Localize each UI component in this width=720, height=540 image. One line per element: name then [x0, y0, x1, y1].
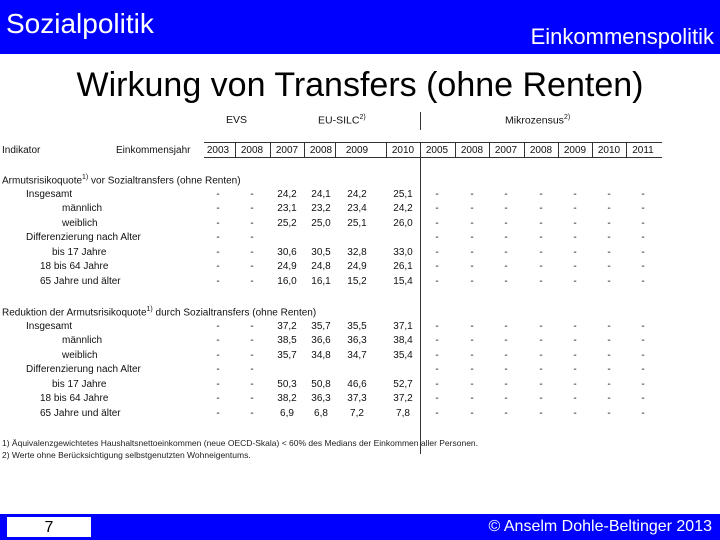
table-cell: - [607, 261, 611, 272]
table-cell: - [216, 246, 220, 258]
table-cell: 37,2 [277, 320, 297, 332]
row-label: bis 17 Jahre [52, 378, 107, 390]
table-cell: 35,7 [311, 320, 331, 332]
table-cell: - [435, 203, 439, 214]
header-line-bottom [204, 157, 662, 158]
row-label: 18 bis 64 Jahre [40, 393, 109, 404]
footnote-1: 1) Äquivalenzgewichtetes Haushaltsnettoeinkommen (neue OECD-Skala) < 60% des Medians der Einkommen aller Personen. [2, 438, 479, 448]
row-label: 18 bis 64 Jahre [40, 261, 109, 272]
table-cell: - [573, 232, 577, 243]
table-cell: - [216, 217, 220, 229]
table-cell: - [573, 261, 577, 272]
year-header: 2008 [460, 145, 484, 156]
table-cell: - [250, 364, 254, 375]
table-cell: - [539, 378, 543, 390]
row-label: männlich [62, 203, 103, 214]
year-header: 2005 [425, 145, 449, 156]
table-cell: - [641, 407, 645, 419]
year-header: 2008 [240, 145, 264, 156]
table-cell: - [573, 188, 577, 200]
table-cell: 25,2 [277, 217, 297, 229]
table-cell: - [573, 217, 577, 229]
table-cell: - [470, 349, 474, 361]
year-separator [270, 142, 271, 157]
year-separator [524, 142, 525, 157]
row-label: männlich [62, 335, 103, 346]
table-cell: - [470, 335, 474, 346]
row-label: Differenzierung nach Alter [26, 232, 141, 243]
table-cell: - [435, 188, 439, 200]
table-cell: - [573, 246, 577, 258]
table-cell: - [435, 217, 439, 229]
table-row [0, 218, 720, 232]
table-row [0, 189, 720, 203]
table-cell: 25,1 [347, 217, 367, 229]
header-bar [0, 0, 720, 54]
year-header: 2007 [275, 145, 299, 156]
table-cell: - [539, 275, 543, 287]
table-cell: - [641, 261, 645, 272]
year-separator [455, 142, 456, 157]
table-cell: - [539, 393, 543, 404]
table-cell: - [250, 217, 254, 229]
table-cell: - [435, 378, 439, 390]
table-cell: - [435, 407, 439, 419]
copyright: © Anselm Dohle-Beltinger 2013 [488, 518, 712, 535]
table-cell: - [216, 232, 220, 243]
row-label: bis 17 Jahre [52, 246, 107, 258]
table-cell: - [641, 378, 645, 390]
footnotes [2, 437, 478, 461]
table-cell: - [607, 407, 611, 419]
table-cell: - [539, 261, 543, 272]
table-row [0, 203, 720, 217]
table-cell: - [435, 393, 439, 404]
table-cell: 23,4 [347, 203, 367, 214]
table-cell: - [216, 320, 220, 332]
table-cell: 30,5 [311, 246, 331, 258]
year-header: 2008 [309, 145, 333, 156]
table-cell: - [216, 203, 220, 214]
table-cell: - [607, 320, 611, 332]
row-label: Insgesamt [26, 188, 73, 200]
table-cell: - [641, 275, 645, 287]
header-left-title: Sozialpolitik [6, 8, 154, 39]
row-label: weiblich [62, 217, 98, 229]
table-cell: 25,0 [311, 217, 331, 229]
section-title-text: Reduktion der Armutsrisikoquote$^{1)}$ durch Sozialtransfers (ohne Renten) [2, 306, 317, 319]
year-header: 2008 [529, 145, 553, 156]
table-cell: 16,1 [311, 275, 331, 287]
group-label-evs: EVS [226, 114, 248, 126]
table-cell: - [470, 261, 474, 272]
table-cell: 24,2 [347, 188, 367, 200]
table-cell: 24,8 [311, 261, 331, 272]
group-label-mikrozensus: Mikrozensus$^{2)}$ [505, 114, 571, 127]
table-cell: - [641, 335, 645, 346]
table-cell: - [504, 349, 508, 361]
table-cell: - [539, 349, 543, 361]
header-right-title: Einkommenspolitik [530, 24, 714, 49]
table-cell: 6,9 [280, 407, 294, 419]
group-label-eu-silc: EU-SILC$^{2)}$ [318, 114, 366, 127]
table-cell: - [607, 393, 611, 404]
table-cell: - [504, 407, 508, 419]
data-table [0, 108, 720, 468]
table-cell: - [573, 320, 577, 332]
table-cell: - [470, 246, 474, 258]
table-cell: - [573, 203, 577, 214]
table-cell: - [504, 393, 508, 404]
table-row [0, 261, 720, 275]
table-cell: - [573, 349, 577, 361]
table-cell: - [470, 232, 474, 243]
year-header: 2003 [206, 145, 230, 156]
section-title [0, 306, 720, 320]
table-cell: - [250, 393, 254, 404]
table-cell: 36,6 [311, 335, 331, 346]
page-number: 7 [6, 516, 92, 538]
table-cell: - [539, 203, 543, 214]
table-row [0, 232, 720, 246]
table-cell: - [504, 246, 508, 258]
table-cell: - [573, 364, 577, 375]
table-cell: - [607, 364, 611, 375]
table-cell: - [607, 188, 611, 200]
table-cell: 24,2 [277, 188, 297, 200]
table-row [0, 393, 720, 407]
table-cell: - [470, 188, 474, 200]
table-cell: - [470, 203, 474, 214]
table-cell: 38,4 [393, 335, 413, 346]
table-row [0, 321, 720, 335]
table-cell: - [435, 320, 439, 332]
row-label: 65 Jahre und älter [40, 275, 121, 287]
table-cell: 30,6 [277, 246, 297, 258]
table-cell: - [607, 378, 611, 390]
table-cell: 50,8 [311, 378, 331, 390]
table-cell: - [216, 275, 220, 287]
table-cell: 24,9 [347, 261, 367, 272]
year-header: 2009 [563, 145, 587, 156]
table-cell: - [250, 188, 254, 200]
table-cell: - [539, 217, 543, 229]
table-cell: - [539, 407, 543, 419]
table-cell: 34,7 [347, 349, 367, 361]
table-row [0, 247, 720, 261]
row-label: 65 Jahre und älter [40, 407, 121, 419]
table-cell: - [216, 393, 220, 404]
table-cell: 32,8 [347, 246, 367, 258]
table-cell: 24,2 [393, 203, 413, 214]
table-cell: - [504, 217, 508, 229]
table-cell: - [216, 349, 220, 361]
table-cell: - [216, 407, 220, 419]
group-separator [420, 112, 421, 130]
year-separator [558, 142, 559, 157]
table-cell: - [607, 335, 611, 346]
table-cell: 7,8 [396, 407, 410, 419]
table-cell: - [435, 349, 439, 361]
table-cell: 23,2 [311, 203, 331, 214]
table-cell: - [216, 335, 220, 346]
table-cell: 46,6 [347, 378, 367, 390]
indicator-header: Indikator [2, 145, 41, 156]
table-cell: - [435, 335, 439, 346]
table-cell: - [641, 393, 645, 404]
table-cell: - [607, 246, 611, 258]
table-cell: - [607, 203, 611, 214]
table-cell: 7,2 [350, 407, 364, 419]
table-cell: - [250, 232, 254, 243]
year-separator [304, 142, 305, 157]
table-cell: - [470, 217, 474, 229]
table-cell: - [435, 261, 439, 272]
year-separator [626, 142, 627, 157]
row-label: weiblich [62, 349, 98, 361]
table-cell: - [470, 320, 474, 332]
table-cell: - [641, 217, 645, 229]
table-cell: 37,3 [347, 393, 367, 404]
table-cell: - [435, 246, 439, 258]
table-cell: 35,7 [277, 349, 297, 361]
table-cell: - [641, 246, 645, 258]
table-cell: 35,4 [393, 349, 413, 361]
table-cell: - [607, 217, 611, 229]
table-cell: 26,1 [393, 261, 413, 272]
table-cell: - [250, 261, 254, 272]
table-cell: - [250, 275, 254, 287]
table-cell: - [573, 335, 577, 346]
table-cell: 52,7 [393, 378, 413, 390]
table-cell: - [641, 188, 645, 200]
year-header: 2009 [345, 145, 369, 156]
table-cell: - [504, 203, 508, 214]
table-row [0, 364, 720, 378]
table-cell: - [250, 407, 254, 419]
table-cell: - [470, 378, 474, 390]
table-cell: - [470, 275, 474, 287]
section-title [0, 174, 720, 188]
table-cell: - [504, 364, 508, 375]
table-cell: 26,0 [393, 217, 413, 229]
table-cell: - [250, 349, 254, 361]
table-cell: - [573, 378, 577, 390]
table-cell: - [504, 378, 508, 390]
table-cell: 25,1 [393, 188, 413, 200]
row-label: Insgesamt [26, 320, 73, 332]
table-cell: - [641, 232, 645, 243]
table-cell: - [435, 364, 439, 375]
column-separator [420, 142, 421, 454]
table-cell: 50,3 [277, 378, 297, 390]
year-separator [335, 142, 336, 157]
table-cell: - [607, 349, 611, 361]
table-cell: - [539, 335, 543, 346]
table-cell: - [573, 393, 577, 404]
table-cell: - [504, 335, 508, 346]
table-row [0, 335, 720, 349]
table-cell: - [539, 232, 543, 243]
table-cell: 24,1 [311, 188, 331, 200]
year-separator [386, 142, 387, 157]
table-cell: - [641, 320, 645, 332]
table-cell: - [641, 364, 645, 375]
table-cell: - [216, 261, 220, 272]
section-title-text: Armutsrisikoquote$^{1)}$ vor Sozialtransfers (ohne Renten) [2, 174, 241, 187]
table-cell: - [539, 188, 543, 200]
table-cell: 15,4 [393, 275, 413, 287]
table-cell: - [504, 275, 508, 287]
table-cell: - [573, 407, 577, 419]
year-separator [489, 142, 490, 157]
table-cell: 36,3 [311, 393, 331, 404]
table-cell: - [435, 275, 439, 287]
year-header: 2010 [391, 145, 415, 156]
year-header: 2007 [494, 145, 518, 156]
table-cell: 35,5 [347, 320, 367, 332]
table-row [0, 276, 720, 290]
table-cell: 36,3 [347, 335, 367, 346]
header-line-top [204, 142, 662, 143]
year-separator [592, 142, 593, 157]
table-cell: 34,8 [311, 349, 331, 361]
year-separator [235, 142, 236, 157]
table-cell: - [250, 320, 254, 332]
table-row [0, 408, 720, 422]
table-cell: 15,2 [347, 275, 367, 287]
table-cell: 6,8 [314, 407, 328, 419]
table-cell: - [539, 364, 543, 375]
table-cell: - [216, 188, 220, 200]
table-cell: - [573, 275, 577, 287]
table-cell: - [470, 364, 474, 375]
table-cell: - [250, 203, 254, 214]
table-cell: 23,1 [277, 203, 297, 214]
table-cell: - [641, 349, 645, 361]
table-cell: 16,0 [277, 275, 297, 287]
footer-bar [0, 514, 720, 540]
table-cell: - [539, 246, 543, 258]
table-cell: - [504, 188, 508, 200]
table-cell: - [435, 232, 439, 243]
table-cell: 37,1 [393, 320, 413, 332]
year-header: 2010 [597, 145, 621, 156]
row-label: Differenzierung nach Alter [26, 364, 141, 375]
table-cell: - [250, 378, 254, 390]
table-cell: - [607, 232, 611, 243]
table-cell: - [250, 246, 254, 258]
table-cell: - [216, 378, 220, 390]
table-row [0, 350, 720, 364]
footnote-2: 2) Werte ohne Berücksichtigung selbstgenutzten Wohneigentums. [2, 450, 251, 460]
table-cell: - [504, 232, 508, 243]
table-cell: - [216, 364, 220, 375]
table-row [0, 379, 720, 393]
table-cell: 37,2 [393, 393, 413, 404]
table-cell: 38,2 [277, 393, 297, 404]
table-cell: - [470, 393, 474, 404]
table-cell: 38,5 [277, 335, 297, 346]
table-cell: 33,0 [393, 246, 413, 258]
table-cell: - [504, 320, 508, 332]
income-year-header: Einkommensjahr [116, 145, 191, 156]
table-cell: - [607, 275, 611, 287]
table-cell: - [539, 320, 543, 332]
table-cell: - [470, 407, 474, 419]
table-cell: - [641, 203, 645, 214]
table-cell: - [504, 261, 508, 272]
table-cell: - [250, 335, 254, 346]
slide-title: Wirkung von Transfers (ohne Renten) [76, 66, 644, 104]
table-cell: 24,9 [277, 261, 297, 272]
year-header: 2011 [632, 145, 654, 156]
